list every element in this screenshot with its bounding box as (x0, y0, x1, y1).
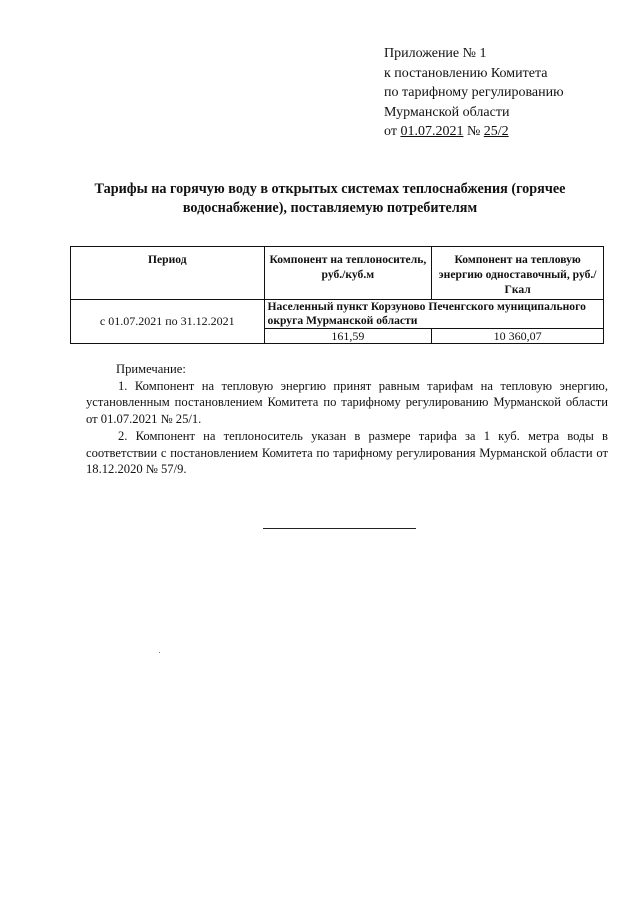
appendix-block (384, 44, 624, 142)
tariffs-table (70, 246, 604, 344)
note-item: 2. Компонент на теплоноситель указан в размере тарифа за 1 куб. метра воды в соответствии с постановлением Комитета по тарифному регулирования Мурманской области от 18.12.2020 № 57/9. (86, 429, 608, 476)
header-energy-component: Компонент на тепловую энергию одноставочный, руб./Гкал (432, 247, 604, 300)
header-period: Период (71, 247, 265, 300)
document-title: Тарифы на горячую воду в открытых системах теплоснабжения (горячее водоснабжение), поставляемую потребителям (94, 181, 566, 216)
appendix-date-line (384, 122, 624, 142)
appendix-title: Приложение № 1 (384, 46, 487, 61)
notes-heading: Примечание: (116, 362, 186, 376)
note-item: 1. Компонент на тепловую энергию принят равным тарифам на тепловую энергию, установленным постановлением Комитета по тарифному регулированию Мурманской области от 01.07.2021 № 25/1. (86, 378, 608, 426)
period-cell: с 01.07.2021 по 31.12.2021 (71, 300, 265, 344)
scan-speck (159, 652, 160, 653)
separator-line (263, 528, 416, 529)
appendix-date-prefix: от (384, 124, 401, 139)
settlement-cell: Населенный пункт Корзуново Печенгского муниципального округа Мурманской области (264, 300, 603, 329)
appendix-line-region: Мурманской области (384, 104, 510, 120)
appendix-number: 25/2 (483, 124, 509, 139)
carrier-value-cell: 161,59 (264, 329, 432, 344)
appendix-line-regulation: по тарифному регулированию (384, 85, 564, 100)
notes-block (86, 361, 608, 478)
energy-value-cell: 10 360,07 (432, 329, 604, 344)
table-row (71, 300, 604, 329)
appendix-number-sign: № (463, 124, 484, 139)
header-carrier-component: Компонент на теплоноситель, руб./куб.м (264, 247, 432, 300)
appendix-date: 01.07.2021 (400, 124, 464, 139)
appendix-line-resolution: к постановлению Комитета (384, 65, 548, 81)
table-header-row (71, 247, 604, 300)
